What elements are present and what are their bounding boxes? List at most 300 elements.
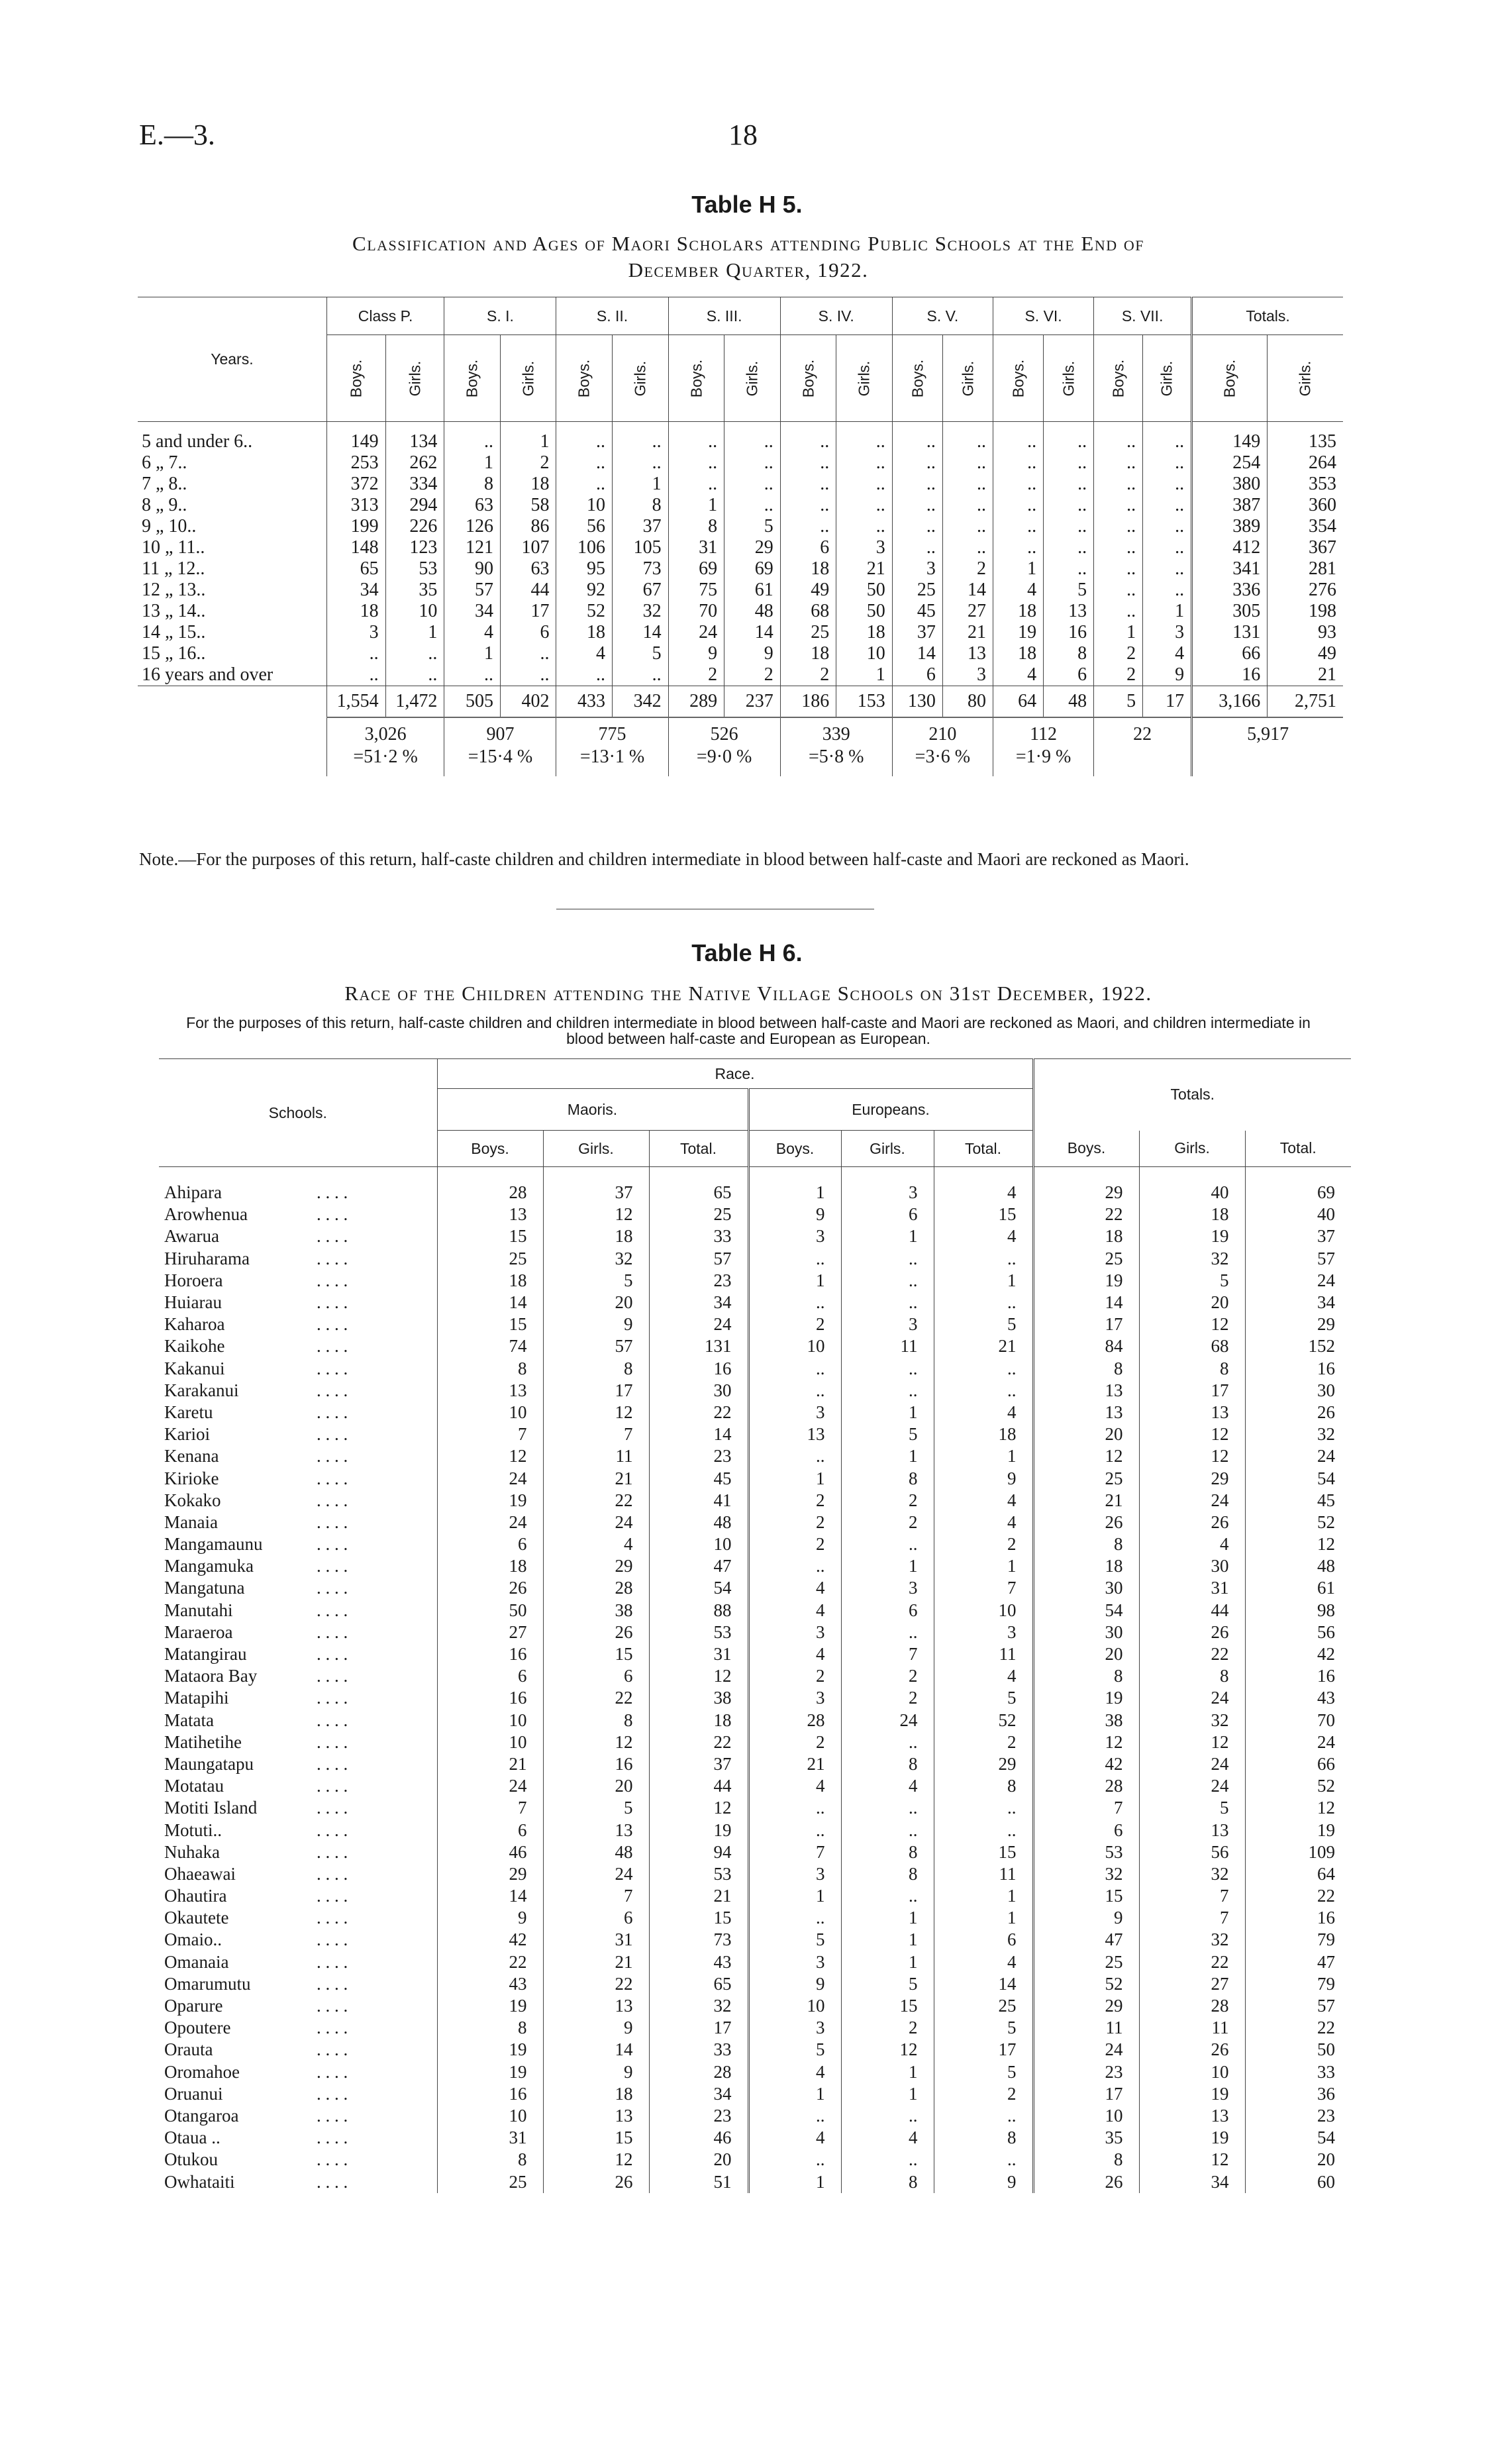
percent-value: =13·1 % [579, 746, 645, 767]
table-row [159, 1621, 1351, 1643]
girls-subheader-label: Girls. [743, 360, 761, 397]
table-cell: .. [1094, 452, 1143, 474]
table-cell: 38 [1033, 1710, 1139, 1731]
school-name: Kaikohe [164, 1336, 225, 1357]
school-name: Motuti.. [164, 1820, 223, 1840]
age-label: 13 „ 14.. [142, 601, 206, 621]
table-cell: 18 [326, 601, 385, 622]
table-cell: 334 [385, 474, 444, 495]
table-cell: 4 [748, 2061, 841, 2083]
table-cell: 4 [748, 1643, 841, 1665]
table-cell: 30 [1033, 1577, 1139, 1599]
group-header: S. IV. [780, 297, 892, 335]
table-cell: 105 [613, 537, 669, 558]
table-cell: 31 [649, 1643, 748, 1665]
table-cell: 30 [1245, 1380, 1351, 1402]
table-cell: 1 [748, 2083, 841, 2105]
table-row [159, 1951, 1351, 1973]
table-cell: 276 [1268, 580, 1343, 601]
table-cell: 22 [543, 1687, 649, 1709]
table-cell: 10 [437, 1710, 543, 1731]
table-cell: 27 [437, 1621, 543, 1643]
table-cell: 9 [934, 1467, 1033, 1489]
table-cell: 1 [1143, 601, 1192, 622]
school-name: Motiti Island [164, 1798, 258, 1818]
leader-dots: . . . . [317, 1973, 348, 1994]
table-cell: 281 [1268, 558, 1343, 580]
table-row [159, 1555, 1351, 1577]
table-cell: 15 [1033, 1885, 1139, 1907]
table-cell: 28 [1033, 1775, 1139, 1797]
table-cell: 8 [444, 474, 501, 495]
table-cell: 3 [841, 1577, 934, 1599]
table-cell: .. [1094, 422, 1143, 453]
table-cell: 9 [437, 1907, 543, 1929]
school-name: Motatau [164, 1776, 224, 1796]
age-label: 16 years and over [142, 664, 274, 685]
table-cell: 2 [748, 1731, 841, 1753]
school-name: Orauta [164, 2039, 213, 2060]
table-cell: 74 [437, 1335, 543, 1357]
school-name: Horoera [164, 1270, 223, 1290]
table-cell: 52 [556, 601, 613, 622]
school-name: Karetu [164, 1402, 213, 1422]
school-name-cell [159, 1710, 437, 1731]
table-cell: 2 [668, 664, 724, 686]
table-cell: .. [892, 537, 942, 558]
table-cell: 14 [543, 2039, 649, 2061]
table-cell: .. [1094, 516, 1143, 537]
table-cell: 45 [892, 601, 942, 622]
girls-subheader-label: Girls. [405, 360, 423, 397]
table-cell: .. [841, 1819, 934, 1841]
table-cell: 2 [748, 1512, 841, 1533]
school-name-cell [159, 1577, 437, 1599]
table-cell: 48 [724, 601, 781, 622]
table-cell: 3 [748, 1687, 841, 1709]
table-cell: 32 [1139, 1929, 1245, 1951]
table-row [159, 1467, 1351, 1489]
age-label: 9 „ 10.. [142, 516, 197, 537]
table-cell: 15 [543, 2127, 649, 2149]
table-cell: .. [385, 643, 444, 664]
table-row [159, 1248, 1351, 1270]
table-cell: .. [780, 516, 836, 537]
leader-dots: . . . . [317, 1731, 348, 1752]
table-cell: 18 [556, 622, 613, 643]
school-name: Okautete [164, 1908, 229, 1928]
table-cell: 4 [993, 580, 1043, 601]
table-cell: .. [934, 1797, 1033, 1819]
group-header: S. I. [444, 297, 556, 335]
table-cell: 24 [1245, 1270, 1351, 1292]
table-cell: 1 [841, 1445, 934, 1467]
school-name-cell [159, 1995, 437, 2017]
table-cell: .. [1143, 580, 1192, 601]
total-cell: 237 [724, 686, 781, 718]
table-cell: .. [556, 664, 613, 686]
table-cell: 15 [934, 1204, 1033, 1225]
table-cell: 264 [1268, 452, 1343, 474]
school-name: Kirioke [164, 1468, 219, 1488]
table-cell: .. [841, 1292, 934, 1313]
table-cell: .. [780, 495, 836, 516]
table-cell: 10 [1033, 2105, 1139, 2127]
table-cell: 12 [1139, 1313, 1245, 1335]
table-cell: 2 [934, 1533, 1033, 1555]
table-cell: 31 [543, 1929, 649, 1951]
girls-subheader-label: Girls. [958, 360, 976, 397]
table-cell: 64 [1245, 1863, 1351, 1885]
table-cell: 32 [1139, 1710, 1245, 1731]
table-cell: .. [668, 452, 724, 474]
leader-dots: . . . . [317, 1578, 348, 1598]
table-cell: .. [724, 495, 781, 516]
table-cell: 31 [1139, 1577, 1245, 1599]
table-cell: 3 [748, 1863, 841, 1885]
table-cell: 44 [500, 580, 556, 601]
table-cell: 3 [836, 537, 893, 558]
table-cell: 29 [543, 1555, 649, 1577]
table-row [159, 1973, 1351, 1995]
leader-dots: . . . . [317, 1908, 348, 1928]
combined-cell [780, 717, 892, 776]
boys-subheader-label: Boys. [575, 359, 593, 398]
table-cell: .. [1143, 537, 1192, 558]
table-cell: 24 [1139, 1753, 1245, 1775]
table-cell: 50 [836, 580, 893, 601]
table-cell: 8 [841, 1841, 934, 1863]
school-name: Owhataiti [164, 2171, 235, 2192]
table-cell: 21 [1268, 664, 1343, 686]
school-name-cell [159, 1512, 437, 1533]
school-name-cell [159, 1643, 437, 1665]
total-cell: 402 [500, 686, 556, 718]
leader-dots: . . . . [317, 1468, 348, 1488]
table-cell: 18 [780, 643, 836, 664]
table-cell: 1 [748, 1885, 841, 1907]
table-h5-note: Note.—For the purposes of this return, half-caste children and children intermediate in blood between half-caste and Maori are reckoned as Maori. [139, 849, 1189, 869]
table-row [138, 474, 1343, 495]
table-row [138, 495, 1343, 516]
table-cell: 21 [543, 1467, 649, 1489]
table-row [159, 1167, 1351, 1204]
table-row [159, 1402, 1351, 1423]
table-cell: 54 [1245, 2127, 1351, 2149]
age-label: 12 „ 13.. [142, 580, 206, 600]
table-cell: 22 [543, 1490, 649, 1512]
table-cell: .. [780, 474, 836, 495]
table-cell: 57 [444, 580, 501, 601]
table-cell: .. [934, 2105, 1033, 2127]
table-cell: 84 [1033, 1335, 1139, 1357]
table-cell: 14 [942, 580, 993, 601]
table-cell: 26 [437, 1577, 543, 1599]
table-row [159, 1907, 1351, 1929]
school-name-cell [159, 1731, 437, 1753]
table-cell: 50 [836, 601, 893, 622]
table-cell: 8 [934, 2127, 1033, 2149]
table-cell: 51 [649, 2171, 748, 2192]
leader-dots: . . . . [317, 2149, 348, 2170]
table-cell: .. [748, 1380, 841, 1402]
school-name: Opoutere [164, 2018, 231, 2038]
school-name-cell [159, 1841, 437, 1863]
table-cell: 5 [841, 1423, 934, 1445]
table-cell: 9 [934, 2171, 1033, 2192]
table-cell: 63 [500, 558, 556, 580]
table-row [159, 1225, 1351, 1247]
table-row [159, 1490, 1351, 1512]
table-cell: 24 [1245, 1445, 1351, 1467]
school-name-cell [159, 1665, 437, 1687]
table-cell: 4 [934, 1167, 1033, 1204]
group-header: S. V. [892, 297, 993, 335]
table-cell: 24 [1139, 1775, 1245, 1797]
table-cell: 31 [668, 537, 724, 558]
table-cell: 7 [1139, 1885, 1245, 1907]
table-cell: 23 [649, 1445, 748, 1467]
table-cell: 28 [437, 1167, 543, 1204]
table-cell: 19 [437, 1490, 543, 1512]
table-cell: 25 [437, 2171, 543, 2192]
table-cell: 16 [1245, 1907, 1351, 1929]
table-cell: 262 [385, 452, 444, 474]
table-cell: 14 [437, 1885, 543, 1907]
table-cell: 2 [780, 664, 836, 686]
leader-dots: . . . . [317, 1336, 348, 1357]
school-name-cell [159, 1167, 437, 1204]
table-cell: 14 [934, 1973, 1033, 1995]
table-row [159, 2083, 1351, 2105]
table-cell: 1 [841, 1929, 934, 1951]
table-cell: 47 [1245, 1951, 1351, 1973]
school-name: Otukou [164, 2149, 218, 2170]
table-cell: 2 [748, 1533, 841, 1555]
table-cell: 36 [1245, 2083, 1351, 2105]
combined-value: 22 [1133, 724, 1152, 744]
table-cell: 16 [1245, 1358, 1351, 1380]
table-cell: 12 [543, 1204, 649, 1225]
table-cell: 13 [437, 1204, 543, 1225]
leader-dots: . . . . [317, 1226, 348, 1247]
table-cell: 12 [1139, 1731, 1245, 1753]
table-cell: 50 [1245, 2039, 1351, 2061]
table-cell: 22 [543, 1973, 649, 1995]
table-cell: 198 [1268, 601, 1343, 622]
table-cell: 26 [1139, 1621, 1245, 1643]
table-cell: 65 [649, 1973, 748, 1995]
table-h6-title: Race of the Children attending the Native Village Schools on 31st December, 1922. [344, 982, 1152, 1005]
table-row [138, 580, 1343, 601]
school-name-cell [159, 2171, 437, 2192]
table-cell: 17 [1033, 1313, 1139, 1335]
combined-cell [556, 717, 668, 776]
boys-subheader [1192, 335, 1268, 422]
leader-dots: . . . . [317, 2061, 348, 2082]
table-cell: 5 [1044, 580, 1094, 601]
table-cell: 1 [841, 2061, 934, 2083]
table-cell: 24 [437, 1512, 543, 1533]
table-cell: .. [841, 1380, 934, 1402]
school-name-cell [159, 2083, 437, 2105]
table-cell: 6 [437, 1819, 543, 1841]
table-cell: 8 [543, 1358, 649, 1380]
table-cell: 43 [649, 1951, 748, 1973]
school-name-cell [159, 2149, 437, 2171]
table-cell: .. [1044, 558, 1094, 580]
table-cell: 21 [748, 1753, 841, 1775]
maoris-header: Maoris. [437, 1089, 748, 1131]
schools-header: Schools. [159, 1059, 437, 1167]
boys-subheader-label: Boys. [1109, 359, 1127, 398]
girls-header: Girls. [841, 1131, 934, 1167]
table-cell: 19 [1033, 1687, 1139, 1709]
table-cell: 12 [1139, 1445, 1245, 1467]
table-cell: 47 [649, 1555, 748, 1577]
table-cell: 20 [1033, 1423, 1139, 1445]
table-cell: 3 [841, 1167, 934, 1204]
table-cell: 21 [942, 622, 993, 643]
table-cell: 2 [934, 1731, 1033, 1753]
school-name: Nuhaka [164, 1841, 220, 1862]
table-cell: 3 [748, 1402, 841, 1423]
table-cell: .. [613, 422, 669, 453]
combined-value: 210 [928, 724, 957, 744]
table-cell: 1 [500, 422, 556, 453]
table-cell: 1 [841, 1951, 934, 1973]
table-cell: .. [993, 474, 1043, 495]
table-cell: 27 [942, 601, 993, 622]
table-row [138, 622, 1343, 643]
table-cell: 24 [841, 1710, 934, 1731]
table-cell: 57 [1245, 1995, 1351, 2017]
table-cell: .. [748, 1445, 841, 1467]
table-cell: 2 [841, 1687, 934, 1709]
school-name: Karioi [164, 1424, 210, 1445]
table-cell: 45 [649, 1467, 748, 1489]
table-cell: 57 [1245, 1248, 1351, 1270]
total-cell: 3,166 [1192, 686, 1268, 718]
boys-subheader [780, 335, 836, 422]
leader-dots: . . . . [317, 1841, 348, 1862]
table-cell: 69 [668, 558, 724, 580]
total-cell: 1,554 [326, 686, 385, 718]
table-row [159, 1731, 1351, 1753]
table-cell: .. [942, 537, 993, 558]
girls-header: Girls. [543, 1131, 649, 1167]
table-cell: 5 [934, 2017, 1033, 2039]
leader-dots: . . . . [317, 2083, 348, 2104]
table-cell: 29 [437, 1863, 543, 1885]
table-cell: 18 [934, 1423, 1033, 1445]
table-row [138, 601, 1343, 622]
table-cell: .. [780, 452, 836, 474]
combined-cell [1094, 717, 1192, 776]
table-cell: .. [724, 422, 781, 453]
leader-dots: . . . . [317, 2171, 348, 2192]
table-cell: 20 [543, 1292, 649, 1313]
table-cell: 68 [1139, 1335, 1245, 1357]
table-cell: 41 [649, 1490, 748, 1512]
table-cell: 32 [1245, 1423, 1351, 1445]
table-cell: 54 [1245, 1467, 1351, 1489]
table-cell: 6 [1033, 1819, 1139, 1841]
table-row [159, 1358, 1351, 1380]
table-cell: 17 [500, 601, 556, 622]
table-cell: 4 [841, 1775, 934, 1797]
school-name-cell [159, 1335, 437, 1357]
table-cell: 20 [1033, 1643, 1139, 1665]
table-cell: .. [748, 1555, 841, 1577]
table-cell: 69 [724, 558, 781, 580]
table-row [159, 1292, 1351, 1313]
table-cell: 253 [326, 452, 385, 474]
table-cell: 1 [841, 1402, 934, 1423]
table-cell: 4 [543, 1533, 649, 1555]
percent-value: =9·0 % [696, 746, 752, 767]
table-cell: 3 [748, 2017, 841, 2039]
table-cell: 6 [437, 1665, 543, 1687]
table-cell: 7 [437, 1423, 543, 1445]
table-cell: 4 [1139, 1533, 1245, 1555]
table-cell: 15 [649, 1907, 748, 1929]
table-row [159, 1643, 1351, 1665]
table-cell: 47 [1033, 1929, 1139, 1951]
table-cell: 10 [649, 1533, 748, 1555]
total-header: Total. [934, 1131, 1033, 1167]
table-cell: .. [556, 452, 613, 474]
table-cell: 18 [437, 1555, 543, 1577]
boys-header: Boys. [437, 1131, 543, 1167]
table-cell: 22 [1139, 1643, 1245, 1665]
table-cell: 11 [934, 1643, 1033, 1665]
table-cell: 8 [841, 2171, 934, 2192]
girls-subheader-label: Girls. [1060, 360, 1077, 397]
table-cell: 16 [543, 1753, 649, 1775]
table-cell: .. [993, 495, 1043, 516]
table-cell: 4 [748, 1775, 841, 1797]
school-name: Manaia [164, 1512, 218, 1532]
table-cell: 20 [649, 2149, 748, 2171]
table-cell: 199 [326, 516, 385, 537]
table-cell: 3 [748, 1951, 841, 1973]
leader-dots: . . . . [317, 1248, 348, 1268]
table-cell: 4 [934, 1490, 1033, 1512]
table-cell: 32 [649, 1995, 748, 2017]
table-cell: 2 [748, 1313, 841, 1335]
table-cell: 4 [993, 664, 1043, 686]
table-cell: 52 [934, 1710, 1033, 1731]
table-cell: 3 [841, 1313, 934, 1335]
table-cell: 22 [1245, 2017, 1351, 2039]
boys-subheader [993, 335, 1043, 422]
table-cell: .. [724, 452, 781, 474]
table-h6-subtitle: For the purposes of this return, half-caste children and children intermediate in blood between half-caste and Maori are reckoned as Maori, and children intermediate in blood between half-caste and European as European. [186, 1014, 1311, 1047]
table-cell: .. [942, 474, 993, 495]
table-cell: 1 [934, 1270, 1033, 1292]
table-cell: 92 [556, 580, 613, 601]
school-name: Mataora Bay [164, 1666, 258, 1686]
table-cell: 57 [649, 1248, 748, 1270]
table-cell: 5 [934, 1687, 1033, 1709]
table-cell: 8 [1033, 1665, 1139, 1687]
combined-value: 112 [1030, 724, 1058, 744]
table-cell: 24 [1139, 1687, 1245, 1709]
table-cell: 6 [543, 1907, 649, 1929]
table-row [159, 1687, 1351, 1709]
table-cell: 4 [748, 1600, 841, 1621]
